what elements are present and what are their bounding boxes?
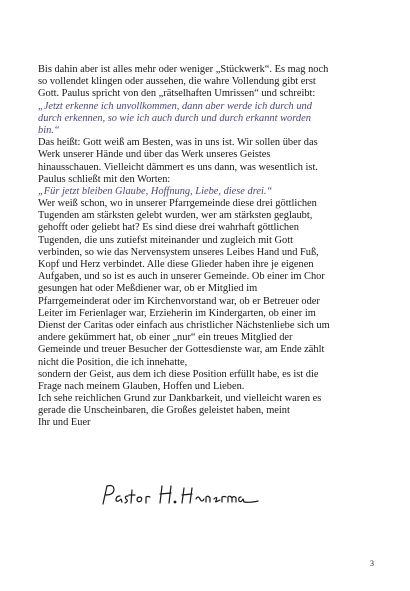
text-line: Paulus schließt mit den Worten: [38,173,171,185]
text-line: andere gekümmert hat, ob einer „nur“ ein treues Mitglied der [38,332,293,344]
text-line: Aufgaben, und so ist es auch in unserer Gemeinde. Ob einer im Chor [38,271,325,283]
quote-line: „Für jetzt bleiben Glaube, Hoffnung, Liebe, diese drei.“ [38,185,273,197]
text-line: hinausschauen. Vielleicht dämmert es uns dann, was wesentlich ist. [38,161,318,173]
text-line: Gott. Paulus spricht von den „rätselhaften Umrissen“ und schreibt: [38,88,316,100]
quote-line: bin.“ [38,124,60,136]
text-line: gesungen hat oder Meßdiener war, ob er Mitglied im [38,283,258,295]
quote-line: durch erkennen, so wie ich auch durch und durch erkannt worden [38,112,311,124]
text-line: Das heißt: Gott weiß am Besten, was in uns ist. Wir sollen über das [38,137,318,149]
text-line: Bis dahin aber ist alles mehr oder weniger „Stückwerk“. Es mag noch [38,64,329,75]
text-line: Gemeinde und treuer Besucher der Gottesdienste war, am Ende zählt [38,344,325,356]
text-line: gerade die Unscheinbaren, die Großes geleistet haben, meint [38,405,290,417]
text-line: Frage nach meinem Glauben, Hoffen und Lieben. [38,380,245,392]
text-line: Werk unserer Hände und über das Werk unseres Geistes [38,149,271,161]
text-line: Ihr und Euer [38,417,91,429]
text-line: Dienst der Caritas oder einfach aus christlicher Nächstenliebe sich um [38,319,330,331]
handwritten-signature [100,480,260,510]
quote-line: „Jetzt erkenne ich unvollkommen, dann aber werde ich durch und [38,100,312,112]
text-line: Kopf und Herz verbindet. Alle diese Glieder haben ihre je eigenen [38,259,314,270]
text-line: Tugenden am stärksten gelebt wurden, wer am stärksten geglaubt, [38,210,313,222]
text-line: Tugenden, die uns zutiefst miteinander und zugleich mit Gott [38,234,294,246]
text-line: sondern der Geist, aus dem ich diese Position erfüllt habe, es ist die [38,368,319,380]
text-line: nicht die Position, die ich innehatte, [38,356,188,368]
text-line: so vollendet klingen oder aussehen, die wahre Vollendung gibt erst [38,76,316,88]
text-line: verbinden, so wie das Nervensystem unseres Leibes Hand und Fuß, [38,246,319,258]
body-text [38,64,384,430]
text-line: Pfarrgemeinderat oder im Kirchenvorstand war, ob er Betreuer oder [38,295,320,307]
page-number: 3 [370,559,374,568]
text-line: Leiter im Ferienlager war, Erzieherin im Kindergarten, ob einer im [38,307,316,319]
text-line: Ich sehe reichlichen Grund zur Dankbarkeit, und vielleicht waren es [38,393,322,405]
text-line: gehofft oder geliebt hat? Es sind diese drei wahrhaft göttlichen [38,222,299,234]
text-line: Wer weiß schon, wo in unserer Pfarrgemeinde diese drei göttlichen [38,198,317,210]
